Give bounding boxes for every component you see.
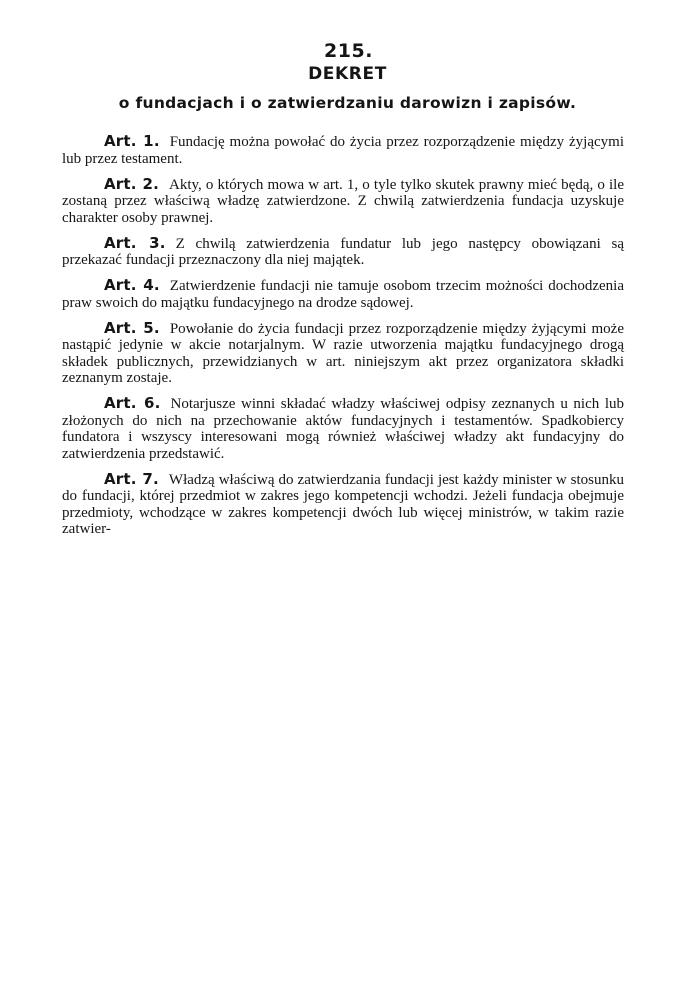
- article-1: [62, 133, 624, 167]
- article-7: [62, 471, 624, 538]
- article-text: Z chwilą zatwierdzenia fundatur lub jego następcy obowiązani są przekazać fundacji przeznaczony dla niej majątek.: [62, 235, 624, 268]
- article-label: Art. 2.: [104, 174, 160, 193]
- article-text: Notarjusze winni składać władzy właściwej odpisy zeznanych u nich lub złożonych do nich na przechowanie aktów fundacyjnych i testamentów. Spadkobiercy fundatora i wszyscy interesowani mogą również właściwej władzy akt fundacyjny do zatwierdzenia przedstawić.: [62, 396, 624, 462]
- article-text: Fundację można powołać do życia przez rozporządzenie między żyjącymi lub przez testament.: [62, 134, 624, 167]
- article-text: Akty, o których mowa w art. 1, o tyle tylko skutek prawny mieć będą, o ile zostaną przez właściwą władzę zatwierdzone. Z chwilą zatwierdzenia fundacja uzyskuje charakter osoby prawnej.: [62, 176, 624, 226]
- decree-title: DEKRET: [308, 64, 387, 84]
- page-number: 215.: [324, 40, 373, 62]
- article-text: Powołanie do życia fundacji przez rozporządzenie między żyjącymi może nastąpić jedynie w akcie notarjalnym. W razie utworzenia majątku fundacyjnego drogą składek publicznych, przewidzianych w art. niniejszym akt przez organizatora składki zeznanym zostaje.: [62, 320, 624, 386]
- article-label: Art. 1.: [104, 132, 160, 150]
- article-text: Zatwierdzenie fundacji nie tamuje osobom trzecim możności dochodzenia praw swoich do majątku fundacyjnego na drodze sądowej.: [62, 278, 624, 311]
- article-label: Art. 4.: [104, 276, 160, 294]
- article-2: [62, 176, 624, 227]
- article-text: Władzą właściwą do zatwierdzania fundacji jest każdy minister w stosunku do fundacji, której przedmiot w zakres jego kompetencji wchodzi. Jeżeli fundacja obejmuje przedmioty, wchodzące w zakres kompetencji dwóch lub więcej ministrów, w takim razie zatwier-: [62, 471, 625, 537]
- article-5: [62, 320, 624, 387]
- article-label: Art. 6.: [104, 394, 161, 412]
- article-label: Art. 7.: [104, 469, 159, 488]
- decree-subtitle: o fundacjach i o zatwierdzaniu darowizn i zapisów.: [118, 94, 577, 112]
- article-label: Art. 5.: [104, 318, 160, 337]
- article-label: Art. 3.: [104, 233, 166, 252]
- article-4: [62, 277, 624, 311]
- decree-body: [62, 133, 624, 546]
- article-3: [62, 235, 624, 269]
- article-6: [62, 395, 624, 462]
